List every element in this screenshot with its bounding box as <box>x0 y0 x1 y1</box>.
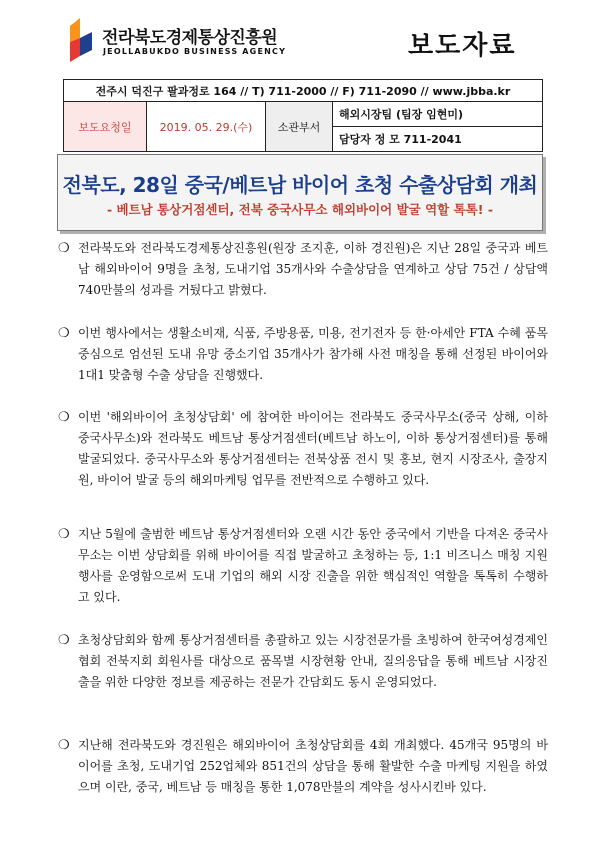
paragraph <box>58 735 548 798</box>
org-name: 전라북도경제통상진흥원 <box>102 28 278 48</box>
paragraph-text: 초청상담회와 함께 통상거점센터를 총괄하고 있는 시장전문가를 초빙하여 한국여성경제인협회 전북지회 회원사를 대상으로 품목별 시장현황 안내, 질의응답을 통해 베트남 시장진출을 위한 다양한 정보를 제공하는 전문가 간담회도 동시 운영되었다. <box>78 633 548 689</box>
dept-team: 해외시장팀 (팀장 임현미) <box>333 102 543 127</box>
paragraph-text: 지난해 전라북도와 경진원은 해외바이어 초청상담회를 4회 개최했다. 45개국 95명의 바이어를 초청, 도내기업 252업체와 851건의 상담을 통해 활발한 수출 마케팅 지원을 하였으며 이란, 중국, 베트남 등 매칭을 통한 1,078만불의 계약을 성사시킨바 있다. <box>78 738 548 794</box>
paragraph <box>58 630 548 693</box>
paragraph-text: 전라북도와 전라북도경제통상진흥원(원장 조지훈, 이하 경진원)은 지난 28일 중국과 베트남 해외바이어 9명을 초청, 도내기업 35개사와 수출상담을 연계하고 상담 75건 / 상담액 740만불의 성과를 거뒀다고 밝혔다. <box>78 241 548 297</box>
paragraph <box>58 238 548 301</box>
document-type: 보도자료 <box>408 31 517 61</box>
bullet-icon: ❍ <box>58 326 70 341</box>
bullet-icon: ❍ <box>58 410 70 425</box>
bullet-icon: ❍ <box>58 527 70 542</box>
dept-contact: 담당자 정 모 711-2041 <box>333 127 543 152</box>
bullet-icon: ❍ <box>58 738 70 753</box>
paragraph-text: 지난 5월에 출범한 베트남 통상거점센터와 오랜 시간 동안 중국에서 기반을 다져온 중국사무소는 이번 상담회를 위해 바이어를 직접 발굴하고 초청하는 등, 1:1 비즈니스 매칭 지원 행사를 운영함으로써 도내 기업의 해외 시장 진출을 위한 핵심적인 역할을 톡톡히 수행하고 있다. <box>78 527 548 604</box>
paragraph <box>58 407 548 491</box>
dept-label: 소관부서 <box>266 102 333 152</box>
release-date: 2019. 05. 29.(수) <box>147 102 266 152</box>
header <box>0 0 600 80</box>
embargo-label: 보도요청일 <box>64 102 147 152</box>
info-table <box>63 79 543 152</box>
contact-address: 전주시 덕진구 팔과정로 164 // T) 711-2000 // F) 711-2090 // www.jbba.kr <box>64 80 543 102</box>
headline: 전북도, 28일 중국/베트남 바이어 초청 수출상담회 개최 <box>62 173 538 197</box>
paragraph <box>58 524 548 608</box>
headline-box <box>57 154 543 231</box>
paragraph-text: 이번 '해외바이어 초청상담회' 에 참여한 바이어는 전라북도 중국사무소(중국 상해, 이하 중국사무소)와 전라북도 베트남 통상거점센터(베트남 하노이, 이하 통상거점센터)를 통해 발굴되었다. 중국사무소와 통상거점센터는 전북상품 전시 및 홍보, 현지 시장조사, 출장지원, 바이어 발굴 등의 해외마케팅 업무를 전반적으로 수행하고 있다. <box>78 410 548 487</box>
paragraph-text: 이번 행사에서는 생활소비재, 식품, 주방용품, 미용, 전기전자 등 한·아세안 FTA 수혜 품목 중심으로 엄선된 도내 유망 중소기업 35개사가 참가해 사전 매칭을 통해 선정된 바이어와 1대1 맞춤형 수출 상담을 진행했다. <box>78 326 548 382</box>
paragraph <box>58 323 548 386</box>
bullet-icon: ❍ <box>58 633 70 648</box>
subheadline: - 베트남 통상거점센터, 전북 중국사무소 해외바이어 발굴 역할 톡톡! - <box>106 202 494 217</box>
jbba-logo-icon <box>66 16 96 64</box>
org-name-en: JEOLLABUKDO BUSINESS AGENCY <box>103 47 287 56</box>
bullet-icon: ❍ <box>58 241 70 256</box>
